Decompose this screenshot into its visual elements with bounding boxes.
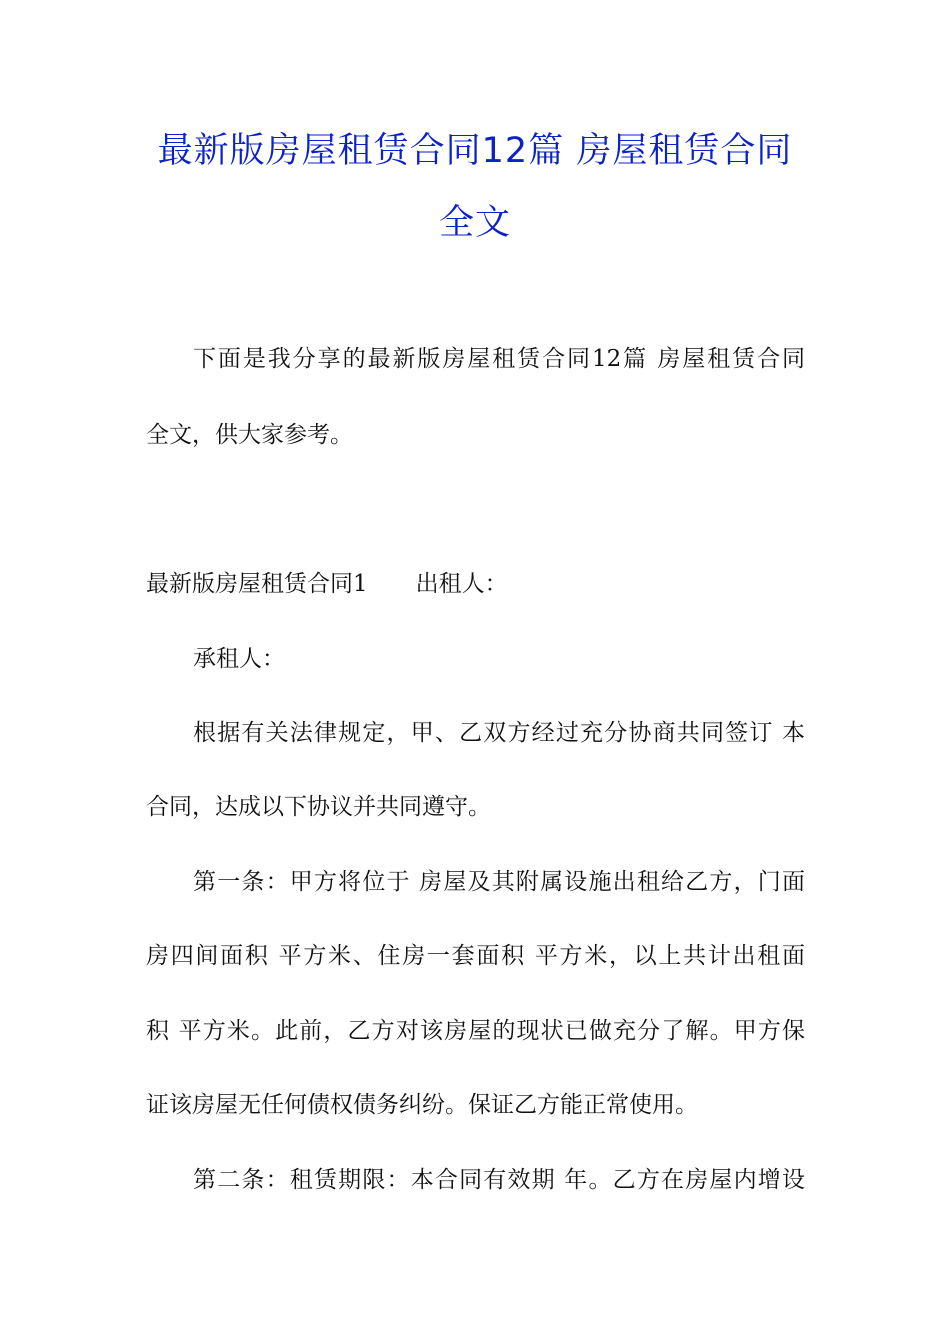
intro-line-2: 全文，供大家参考。 [146, 422, 353, 448]
article-1-line-2: 房四间面积 平方米、住房一套面积 平方米，以上共计出租面 [146, 943, 805, 969]
para-1-line-2: 合同，达成以下协议并共同遵守。 [146, 794, 491, 820]
section-1-heading: 最新版房屋租赁合同1 [146, 571, 368, 597]
article-1-line-4: 证该房屋无任何债权债务纠纷。保证乙方能正常使用。 [146, 1092, 698, 1118]
document-title-line-1: 最新版房屋租赁合同12篇 房屋租赁合同 [157, 131, 793, 171]
article-1-line-3: 积 平方米。此前，乙方对该房屋的现状已做充分了解。甲方保 [146, 1018, 805, 1044]
para-1-line-1: 根据有关法律规定，甲、乙双方经过充分协商共同签订 本 [193, 720, 805, 746]
document-title-line-2: 全文 [438, 203, 511, 243]
section-heading-line [146, 573, 508, 596]
article-1-line-1: 第一条：甲方将位于 房屋及其附属设施出租给乙方，门面 [193, 869, 805, 895]
lessor-label: 出租人： [415, 571, 508, 597]
lessee-label: 承租人： [193, 646, 285, 672]
intro-line-1: 下面是我分享的最新版房屋租赁合同12篇 房屋租赁合同 [193, 346, 805, 372]
article-2-line-1: 第二条：租赁期限：本合同有效期 年。乙方在房屋内增设 [193, 1167, 805, 1193]
